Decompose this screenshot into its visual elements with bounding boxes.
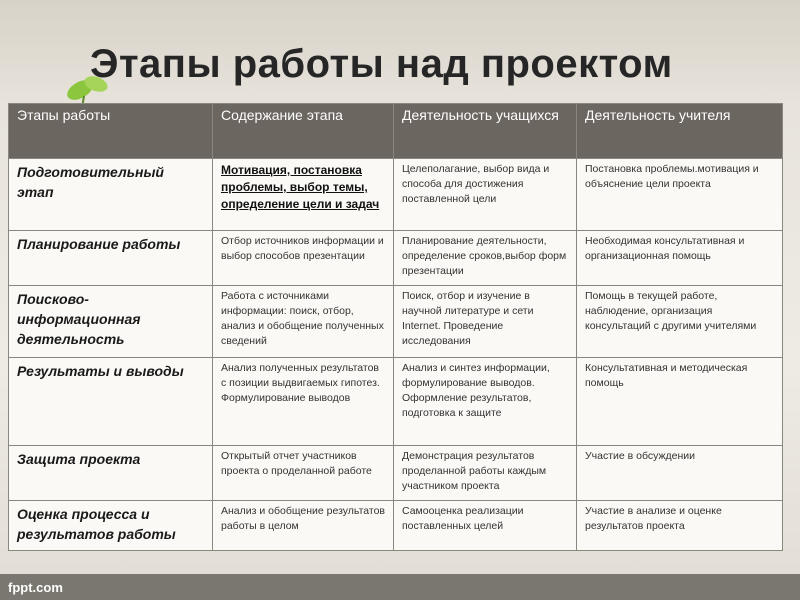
teacher-cell: Необходимая консультативная и организационная помощь bbox=[577, 231, 783, 286]
stage-cell: Подготовительный этап bbox=[9, 159, 213, 231]
column-header-teacher: Деятельность учителя bbox=[577, 104, 783, 159]
stage-cell: Оценка процесса и результатов работы bbox=[9, 501, 213, 551]
teacher-cell: Постановка проблемы.мотивация и объяснение цели проекта bbox=[577, 159, 783, 231]
students-cell: Поиск, отбор и изучение в научной литературе и сети Internet. Проведение исследования bbox=[394, 286, 577, 358]
students-cell: Демонстрация результатов проделанной работы каждым участником проекта bbox=[394, 446, 577, 501]
students-cell: Планирование деятельности, определение сроков,выбор форм презентации bbox=[394, 231, 577, 286]
table-row bbox=[9, 358, 783, 446]
table-row bbox=[9, 159, 783, 231]
content-cell: Анализ и обобщение результатов работы в целом bbox=[213, 501, 394, 551]
students-cell: Целеполагание, выбор вида и способа для достижения поставленной цели bbox=[394, 159, 577, 231]
teacher-cell: Участие в анализе и оценке результатов проекта bbox=[577, 501, 783, 551]
table-header-row bbox=[9, 104, 783, 159]
content-cell: Анализ полученных результатов с позиции выдвигаемых гипотез. Формулирование выводов bbox=[213, 358, 394, 446]
footer-logo: fppt.com bbox=[8, 580, 63, 595]
column-header-students: Деятельность учащихся bbox=[394, 104, 577, 159]
content-cell: Мотивация, постановка проблемы, выбор темы, определение цели и задач bbox=[213, 159, 394, 231]
teacher-cell: Участие в обсуждении bbox=[577, 446, 783, 501]
column-header-stages: Этапы работы bbox=[9, 104, 213, 159]
slide-footer bbox=[0, 574, 800, 600]
slide-title: Этапы работы над проектом bbox=[90, 42, 673, 86]
students-cell: Самооценка реализации поставленных целей bbox=[394, 501, 577, 551]
students-cell: Анализ и синтез информации, формулирование выводов. Оформление результатов, подготовка к защите bbox=[394, 358, 577, 446]
stage-cell: Поисково-информационная деятельность bbox=[9, 286, 213, 358]
table-row bbox=[9, 286, 783, 358]
content-cell: Работа с источниками информации: поиск, отбор, анализ и обобщение полученных сведений bbox=[213, 286, 394, 358]
content-cell: Открытый отчет участников проекта о проделанной работе bbox=[213, 446, 394, 501]
table-row bbox=[9, 446, 783, 501]
project-stages-table bbox=[8, 103, 783, 551]
teacher-cell: Помощь в текущей работе, наблюдение, организация консультаций с другими учителями bbox=[577, 286, 783, 358]
content-cell: Отбор источников информации и выбор способов презентации bbox=[213, 231, 394, 286]
table-row bbox=[9, 231, 783, 286]
stage-cell: Защита проекта bbox=[9, 446, 213, 501]
stage-cell: Планирование работы bbox=[9, 231, 213, 286]
table-row bbox=[9, 501, 783, 551]
column-header-content: Содержание этапа bbox=[213, 104, 394, 159]
stage-cell: Результаты и выводы bbox=[9, 358, 213, 446]
teacher-cell: Консультативная и методическая помощь bbox=[577, 358, 783, 446]
